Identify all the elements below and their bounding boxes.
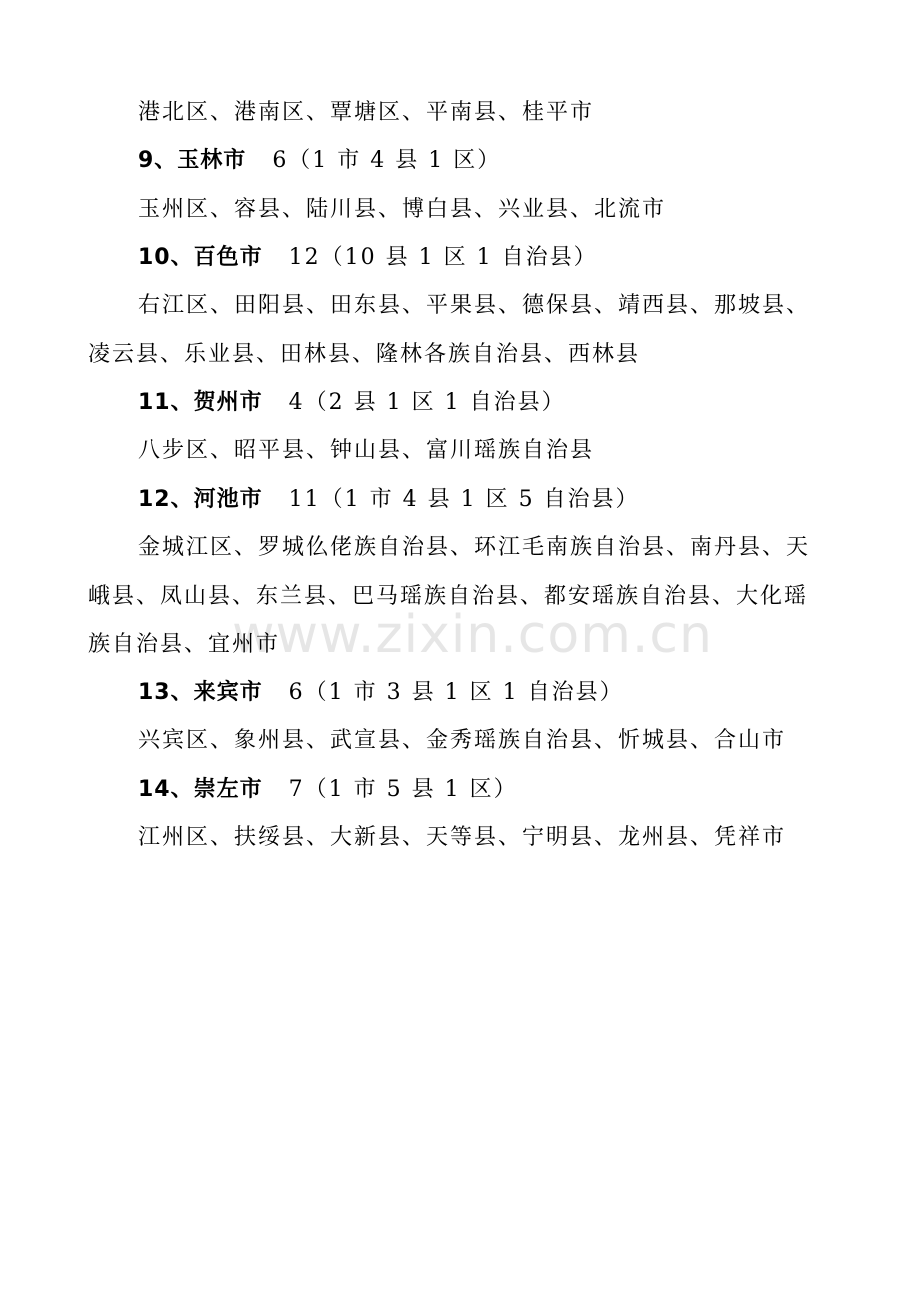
heading-hezhou-count: 4（2 县 1 区 1 自治县） [288, 390, 566, 415]
heading-baise-count: 12（10 县 1 区 1 自治县） [288, 245, 598, 270]
paragraph-laibin-districts: 兴宾区、象州县、武宣县、金秀瑶族自治县、忻城县、合山市 [138, 728, 787, 753]
paragraph-yulin-districts: 玉州区、容县、陆川县、博白县、兴业县、北流市 [138, 197, 667, 222]
paragraph-chongzuo-districts: 江州区、扶绥县、大新县、天等县、宁明县、龙州县、凭祥市 [138, 825, 787, 850]
heading-hechi [0, 475, 920, 524]
heading-chongzuo-count: 7（1 市 5 县 1 区） [288, 777, 518, 802]
heading-chongzuo [0, 765, 920, 814]
paragraph-baise-districts-line1: 右江区、田阳县、田东县、平果县、德保县、靖西县、那坡县、 [138, 293, 811, 318]
heading-hechi-count: 11（1 市 4 县 1 区 5 自治县） [288, 487, 640, 512]
heading-hechi-name: 12、河池市 [138, 487, 263, 512]
heading-chongzuo-name: 14、崇左市 [138, 777, 263, 802]
heading-yulin-name: 9、玉林市 [138, 148, 247, 173]
paragraph-hechi-districts-line2: 峨县、凤山县、东兰县、巴马瑶族自治县、都安瑶族自治县、大化瑶 [88, 584, 809, 609]
watermark-text: www.zixin.com.cn [232, 605, 713, 665]
paragraph-hechi-districts-line3: 族自治县、宜州市 [88, 632, 281, 657]
paragraph-hechi-districts-line1: 金城江区、罗城仫佬族自治县、环江毛南族自治县、南丹县、天 [138, 535, 811, 560]
heading-laibin-count: 6（1 市 3 县 1 区 1 自治县） [288, 680, 624, 705]
heading-baise-name: 10、百色市 [138, 245, 263, 270]
heading-baise [0, 233, 920, 282]
heading-hezhou-name: 11、贺州市 [138, 390, 263, 415]
heading-laibin-name: 13、来宾市 [138, 680, 263, 705]
heading-yulin-count: 6（1 市 4 县 1 区） [272, 148, 502, 173]
paragraph-hezhou-districts: 八步区、昭平县、钟山县、富川瑶族自治县 [138, 438, 595, 463]
heading-laibin [0, 668, 920, 717]
paragraph-baise-districts-line2: 凌云县、乐业县、田林县、隆林各族自治县、西林县 [88, 342, 641, 367]
paragraph-guigang-districts: 港北区、港南区、覃塘区、平南县、桂平市 [138, 100, 595, 125]
heading-hezhou [0, 378, 920, 427]
heading-yulin [0, 136, 920, 185]
